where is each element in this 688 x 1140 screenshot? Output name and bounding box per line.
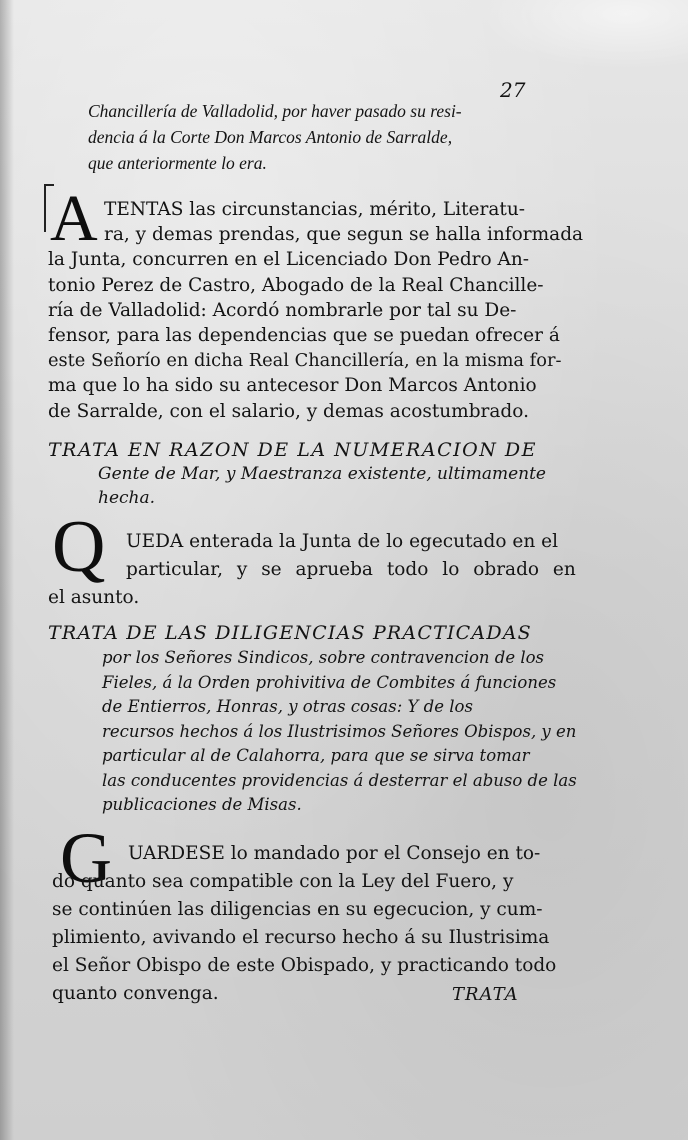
text-line: hecha. bbox=[98, 488, 156, 508]
section-heading-subtitle bbox=[102, 646, 577, 818]
text-line: las conducentes providencias á desterrar el abuso de las bbox=[102, 770, 577, 790]
text-line: Gente de Mar, y Maestranza existente, ultimamente bbox=[98, 464, 546, 484]
text-line: por los Señores Sindicos, sobre contravencion de los bbox=[102, 648, 545, 667]
text-line: el Señor Obispo de este Obispado, y practicando todo bbox=[52, 955, 557, 976]
section-heading-numeracion bbox=[48, 437, 537, 463]
catchword: TRATA bbox=[452, 984, 519, 1005]
text-line: fensor, para las dependencias que se puedan ofrecer á bbox=[48, 325, 560, 346]
text-line: la Junta, concurren en el Licenciado Don Pedro An- bbox=[48, 249, 530, 271]
drop-cap: A bbox=[50, 182, 98, 255]
text-line: quanto convenga. bbox=[52, 983, 219, 1004]
text-line: Chancillería de Valladolid, por haver pasado su resi- bbox=[88, 101, 462, 121]
heading-title: TRATA EN RAZON DE LA NUMERACION DE bbox=[48, 439, 537, 461]
paper-stain bbox=[480, 0, 688, 70]
text-line: Fieles, á la Orden prohivitiva de Combites á funciones bbox=[102, 672, 557, 692]
drop-cap: Q bbox=[52, 506, 106, 588]
text-line: particular, y se aprueba todo lo obrado en bbox=[126, 559, 576, 580]
text-line: ra, y demas prendas, que segun se halla informada bbox=[104, 224, 584, 246]
text-line: el asunto. bbox=[48, 587, 140, 608]
text-line: UEDA enterada la Junta de lo egecutado en el bbox=[126, 531, 559, 552]
text-line: ma que lo ha sido su antecesor Don Marcos Antonio bbox=[48, 375, 537, 397]
drop-cap: G bbox=[60, 818, 112, 898]
page-number: 27 bbox=[500, 78, 526, 102]
text-line: se continúen las diligencias en su egecucion, y cum- bbox=[52, 899, 543, 920]
text-line: particular al de Calahorra, para que se sirva tomar bbox=[102, 746, 530, 765]
text-line: publicaciones de Misas. bbox=[102, 795, 302, 814]
text-line: recursos hechos á los Ilustrisimos Señores Obispos, y en bbox=[102, 721, 577, 741]
continuation-paragraph bbox=[88, 98, 462, 176]
section-heading-subtitle bbox=[98, 462, 546, 510]
text-line: de Entierros, Honras, y otras cosas: Y de los bbox=[102, 697, 473, 716]
section-heading-diligencias bbox=[48, 620, 532, 646]
text-line: ría de Valladolid: Acordó nombrarle por tal su De- bbox=[48, 299, 517, 321]
text-line: dencia á la Corte Don Marcos Antonio de Sarralde, bbox=[88, 127, 453, 147]
text-line: UARDESE lo mandado por el Consejo en to- bbox=[128, 843, 541, 864]
text-line: tonio Perez de Castro, Abogado de la Real Chancille- bbox=[48, 274, 544, 296]
heading-title: TRATA DE LAS DILIGENCIAS PRACTICADAS bbox=[48, 622, 532, 644]
text-line: plimiento, avivando el recurso hecho á su Ilustrisima bbox=[52, 927, 550, 948]
text-line: TENTAS las circunstancias, mérito, Literatu- bbox=[104, 199, 525, 220]
text-line: que anteriormente lo era. bbox=[88, 153, 267, 173]
text-line: de Sarralde, con el salario, y demas acostumbrado. bbox=[48, 400, 529, 422]
text-line: do quanto sea compatible con la Ley del Fuero, y bbox=[52, 871, 514, 892]
text-line: este Señorío en dicha Real Chancillería, en la misma for- bbox=[48, 350, 562, 372]
page-edge-shadow bbox=[0, 0, 14, 1140]
